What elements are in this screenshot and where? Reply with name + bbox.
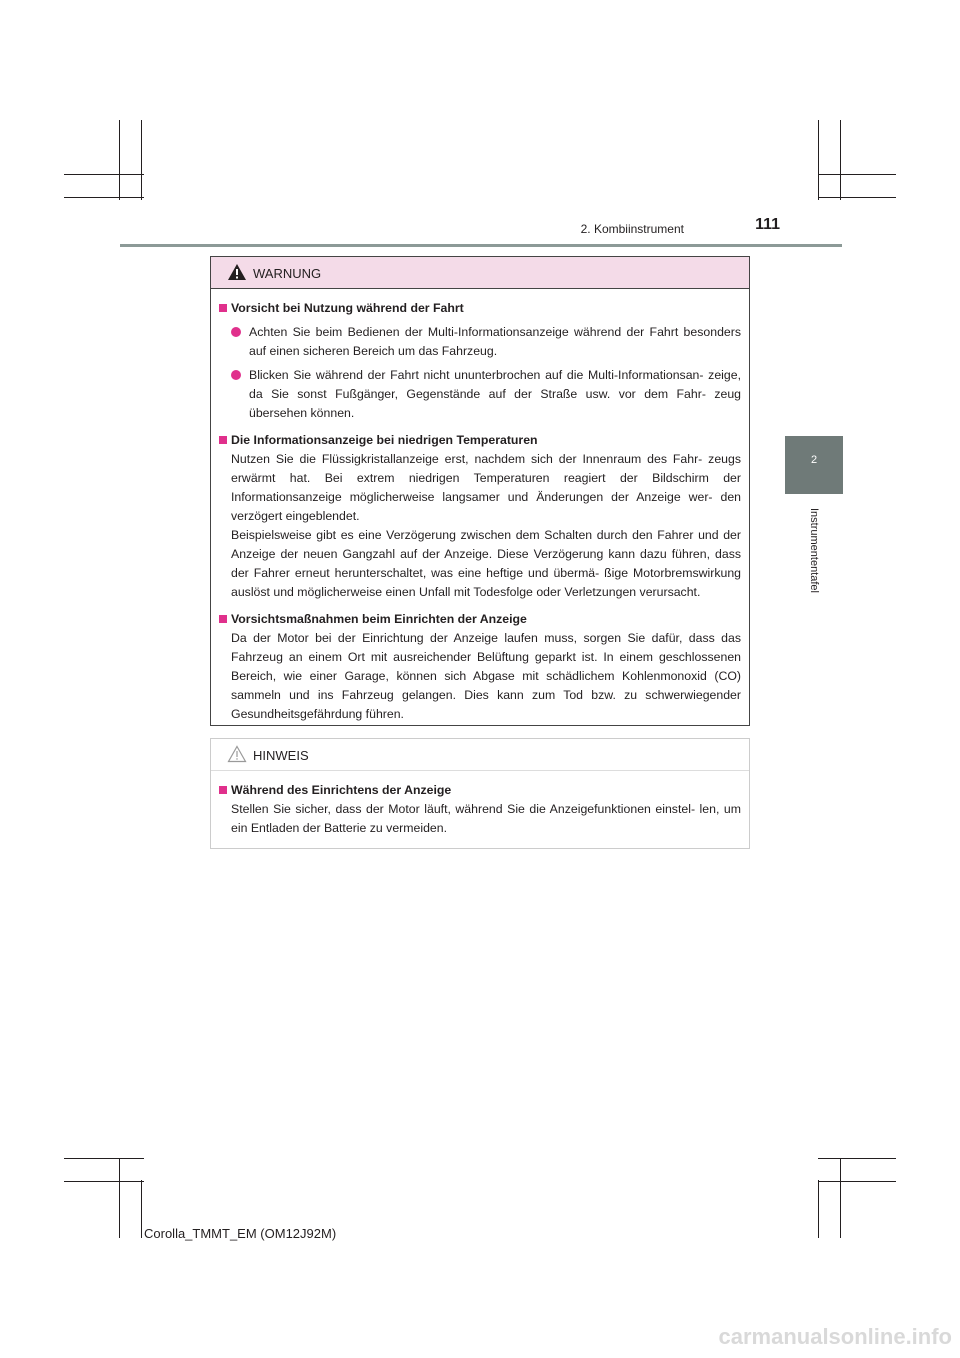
page-number: 111: [755, 216, 780, 233]
crop-mark: [840, 120, 841, 200]
crop-mark: [818, 1180, 819, 1238]
crop-mark: [119, 1158, 120, 1238]
warning-header: [211, 257, 749, 289]
notice-body: [211, 771, 749, 838]
warning-section-title: Die Informationsanzeige bei niedrigen Temperaturen: [219, 431, 741, 450]
warning-section-title: Vorsicht bei Nutzung während der Fahrt: [219, 299, 741, 318]
crop-mark: [818, 120, 819, 200]
notice-paragraph: Stellen Sie sicher, dass der Motor läuft, während Sie die Anzeigefunktionen einstel- len, um ein Entladen der Batterie zu vermeiden.: [231, 802, 741, 835]
crop-mark: [64, 197, 144, 198]
warning-triangle-icon: [227, 263, 247, 281]
header-rule: [120, 244, 842, 247]
warning-paragraph: Beispielsweise gibt es eine Verzögerung zwischen dem Schalten durch den Fahrer und der Anzeige der neuen Gangzahl auf der Anzeige. Diese Verzögerung kann dazu führen, dass der Fahrer erneut herunterschaltet, was eine heftige und übermä- ßige Motorbremswirkung auslöst und möglicherweise einen Unfall mit Todesfolge oder Verletzungen verursacht.: [231, 528, 741, 599]
crop-mark: [64, 174, 144, 175]
side-tab-number: 2: [810, 454, 818, 466]
crop-mark: [840, 1158, 841, 1238]
crop-mark: [141, 1180, 142, 1238]
warning-body: [211, 289, 749, 724]
notice-box: [210, 738, 750, 849]
footer-document-code: Corolla_TMMT_EM (OM12J92M): [144, 1226, 337, 1241]
watermark: carmanualsonline.info: [718, 1324, 952, 1349]
warning-bullet: Achten Sie beim Bedienen der Multi-Informationsanzeige während der Fahrt besonders auf einen sicheren Bereich um das Fahrzeug.: [219, 323, 741, 361]
section-title: 2. Kombiinstrument: [580, 222, 684, 236]
side-tab-label: Instrumententafel: [808, 508, 820, 593]
warning-heading: WARNUNG: [253, 266, 322, 281]
crop-mark: [818, 1181, 896, 1182]
notice-section-title: Während des Einrichtens der Anzeige: [219, 781, 741, 800]
side-tab: [785, 436, 843, 494]
warning-paragraph: Nutzen Sie die Flüssigkristallanzeige erst, nachdem sich der Innenraum des Fahr- zeugs erwärmt hat. Bei extrem niedrigen Temperaturen reagiert der Bildschirm der Informationsanzeige möglicherweise langsamer und Änderungen der Anzeige wer- den verzögert eingeblendet.: [231, 452, 741, 523]
crop-mark: [818, 174, 896, 175]
notice-header: [211, 739, 749, 771]
crop-mark: [818, 197, 896, 198]
warning-section-title: Vorsichtsmaßnahmen beim Einrichten der Anzeige: [219, 610, 741, 629]
crop-mark: [818, 1158, 896, 1159]
crop-mark: [119, 120, 120, 200]
crop-mark: [64, 1158, 144, 1159]
crop-mark: [64, 1181, 144, 1182]
caution-triangle-icon: [227, 745, 247, 763]
warning-box: [210, 256, 750, 726]
warning-bullet: Blicken Sie während der Fahrt nicht ununterbrochen auf die Multi-Informationsan- zeige, da Sie sonst Fußgänger, Gegenstände auf der Straße usw. vor dem Fahr- zeug übersehen können.: [219, 366, 741, 423]
warning-paragraph: Da der Motor bei der Einrichtung der Anzeige laufen muss, sorgen Sie dafür, dass das Fahrzeug an einem Ort mit ausreichender Belüftung geparkt ist. In einem geschlossenen Bereich, wie einer Garage, können sich Abgase mit schädlichem Kohlenmonoxid (CO) sammeln und ins Fahrzeug gelangen. Dies kann zum Tod bzw. zu schwerwiegender Gesundheitsgefährdung führen.: [231, 631, 741, 721]
crop-mark: [141, 120, 142, 200]
notice-heading: HINWEIS: [253, 748, 309, 763]
